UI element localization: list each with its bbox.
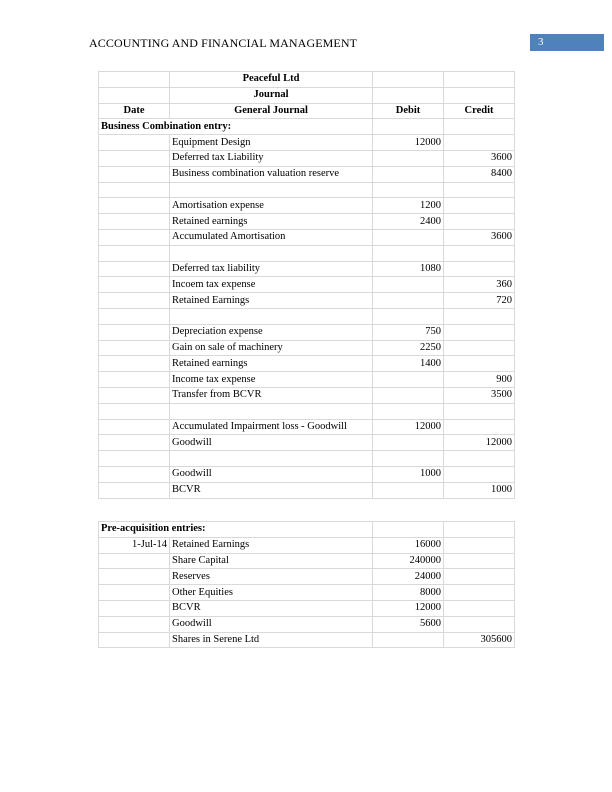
table-row (99, 308, 515, 324)
table-row (99, 585, 515, 601)
row-date (99, 229, 170, 245)
row-debit (373, 403, 444, 419)
row-account: Gain on sale of machinery (170, 340, 373, 356)
row-date (99, 387, 170, 403)
row-account (170, 308, 373, 324)
row-credit: 1000 (444, 482, 515, 498)
running-header-title: ACCOUNTING AND FINANCIAL MANAGEMENT (89, 36, 358, 50)
column-header-general-journal: General Journal (170, 103, 373, 119)
page-number-badge: 3 (530, 34, 604, 51)
table-row (99, 569, 515, 585)
row-credit (444, 182, 515, 198)
row-debit: 1080 (373, 261, 444, 277)
table-row (99, 372, 515, 388)
column-header-credit: Credit (444, 103, 515, 119)
row-account: BCVR (170, 482, 373, 498)
row-date (99, 166, 170, 182)
table-row (99, 600, 515, 616)
journal-subtitle: Journal (170, 87, 373, 103)
row-date (99, 261, 170, 277)
row-credit: 720 (444, 293, 515, 309)
row-date (99, 451, 170, 467)
table-row (99, 616, 515, 632)
row-account: Shares in Serene Ltd (170, 632, 373, 648)
row-account: Transfer from BCVR (170, 387, 373, 403)
row-credit: 3500 (444, 387, 515, 403)
row-credit (444, 261, 515, 277)
row-date (99, 293, 170, 309)
table-row (99, 553, 515, 569)
row-debit (373, 182, 444, 198)
row-account: Reserves (170, 569, 373, 585)
column-header-debit: Debit (373, 103, 444, 119)
row-credit (444, 537, 515, 553)
row-credit (444, 245, 515, 261)
row-date (99, 245, 170, 261)
row-debit (373, 435, 444, 451)
row-account: Accumulated Impairment loss - Goodwill (170, 419, 373, 435)
row-date (99, 356, 170, 372)
row-credit: 3600 (444, 150, 515, 166)
row-account: Retained earnings (170, 214, 373, 230)
row-account: BCVR (170, 600, 373, 616)
journal-table-pre-acquisition (98, 521, 515, 648)
row-credit (444, 466, 515, 482)
table-row (99, 182, 515, 198)
row-debit: 2250 (373, 340, 444, 356)
row-date (99, 198, 170, 214)
row-date (99, 403, 170, 419)
table-row (99, 198, 515, 214)
row-credit: 900 (444, 372, 515, 388)
row-credit (444, 308, 515, 324)
row-debit (373, 632, 444, 648)
table-row (99, 229, 515, 245)
row-date (99, 324, 170, 340)
row-debit: 1200 (373, 198, 444, 214)
row-debit (373, 372, 444, 388)
row-date (99, 435, 170, 451)
row-account (170, 182, 373, 198)
row-debit (373, 451, 444, 467)
row-date (99, 616, 170, 632)
row-date (99, 182, 170, 198)
row-date (99, 482, 170, 498)
row-account: Retained Earnings (170, 293, 373, 309)
table-row (99, 419, 515, 435)
table-row (99, 466, 515, 482)
row-account (170, 245, 373, 261)
row-account: Amortisation expense (170, 198, 373, 214)
column-header-date: Date (99, 103, 170, 119)
row-credit (444, 198, 515, 214)
section-label-pre-acquisition: Pre-acquisition entries: (99, 522, 373, 538)
table-row (99, 166, 515, 182)
table-row (99, 632, 515, 648)
row-date: 1-Jul-14 (99, 537, 170, 553)
row-account: Goodwill (170, 616, 373, 632)
table-row (99, 293, 515, 309)
row-date (99, 419, 170, 435)
table-row (99, 451, 515, 467)
row-debit (373, 308, 444, 324)
row-account: Goodwill (170, 466, 373, 482)
row-date (99, 135, 170, 151)
row-account: Goodwill (170, 435, 373, 451)
row-debit: 12000 (373, 600, 444, 616)
row-credit (444, 419, 515, 435)
row-date (99, 214, 170, 230)
table-row (99, 482, 515, 498)
row-credit (444, 403, 515, 419)
row-date (99, 600, 170, 616)
row-credit (444, 324, 515, 340)
row-debit: 2400 (373, 214, 444, 230)
row-debit (373, 387, 444, 403)
row-account: Business combination valuation reserve (170, 166, 373, 182)
row-credit: 3600 (444, 229, 515, 245)
row-date (99, 632, 170, 648)
row-credit (444, 585, 515, 601)
row-debit (373, 229, 444, 245)
table-row (99, 214, 515, 230)
table-row (99, 277, 515, 293)
journal-table-business-combination (98, 71, 515, 499)
row-account (170, 451, 373, 467)
table-row (99, 340, 515, 356)
table-row (99, 356, 515, 372)
row-account: Other Equities (170, 585, 373, 601)
row-account: Equipment Design (170, 135, 373, 151)
row-account: Deferred tax liability (170, 261, 373, 277)
table-row (99, 435, 515, 451)
row-date (99, 372, 170, 388)
table-row (99, 150, 515, 166)
row-debit: 1400 (373, 356, 444, 372)
row-credit (444, 600, 515, 616)
row-account: Incoem tax expense (170, 277, 373, 293)
row-debit: 1000 (373, 466, 444, 482)
row-account: Share Capital (170, 553, 373, 569)
row-credit: 360 (444, 277, 515, 293)
table-row (99, 261, 515, 277)
row-credit: 12000 (444, 435, 515, 451)
table-row (99, 135, 515, 151)
row-account: Deferred tax Liability (170, 150, 373, 166)
row-credit: 305600 (444, 632, 515, 648)
table-row (99, 537, 515, 553)
row-credit (444, 451, 515, 467)
row-debit: 240000 (373, 553, 444, 569)
row-account: Retained earnings (170, 356, 373, 372)
row-debit: 12000 (373, 419, 444, 435)
row-debit: 16000 (373, 537, 444, 553)
row-debit: 8000 (373, 585, 444, 601)
row-credit: 8400 (444, 166, 515, 182)
row-credit (444, 616, 515, 632)
row-account: Income tax expense (170, 372, 373, 388)
row-date (99, 585, 170, 601)
row-credit (444, 553, 515, 569)
row-date (99, 308, 170, 324)
row-debit (373, 150, 444, 166)
row-credit (444, 214, 515, 230)
row-debit: 5600 (373, 616, 444, 632)
table-row (99, 403, 515, 419)
row-debit (373, 166, 444, 182)
row-debit (373, 482, 444, 498)
row-credit (444, 356, 515, 372)
row-debit (373, 293, 444, 309)
row-account: Depreciation expense (170, 324, 373, 340)
row-date (99, 277, 170, 293)
row-account: Accumulated Amortisation (170, 229, 373, 245)
table-row (99, 324, 515, 340)
row-date (99, 553, 170, 569)
table-row (99, 387, 515, 403)
row-debit: 750 (373, 324, 444, 340)
section-label-business-combination: Business Combination entry: (99, 119, 373, 135)
row-credit (444, 569, 515, 585)
company-name: Peaceful Ltd (170, 72, 373, 88)
row-date (99, 340, 170, 356)
row-date (99, 466, 170, 482)
row-account: Retained Earnings (170, 537, 373, 553)
row-date (99, 569, 170, 585)
row-credit (444, 135, 515, 151)
row-debit: 12000 (373, 135, 444, 151)
row-debit (373, 277, 444, 293)
row-account (170, 403, 373, 419)
row-credit (444, 340, 515, 356)
table-row (99, 245, 515, 261)
row-debit: 24000 (373, 569, 444, 585)
row-debit (373, 245, 444, 261)
row-date (99, 150, 170, 166)
